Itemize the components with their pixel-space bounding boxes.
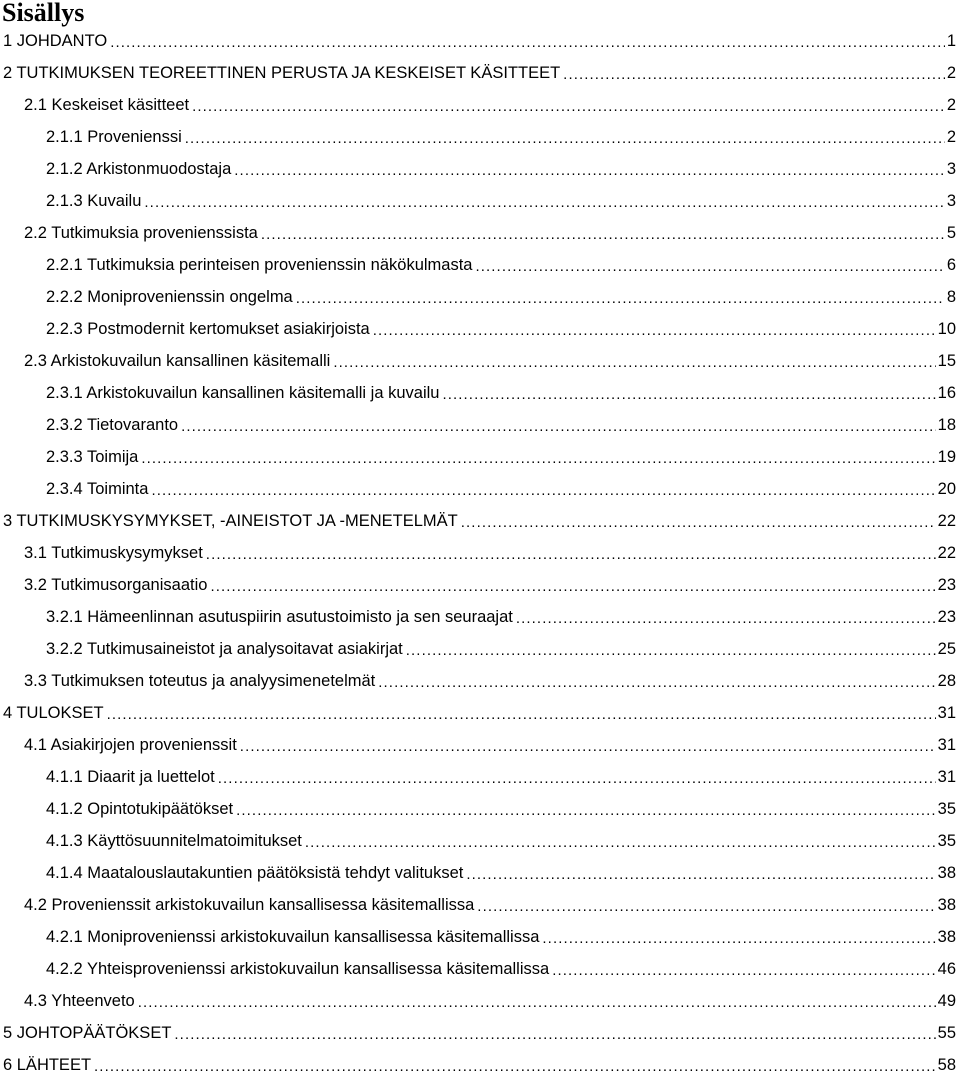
toc-entry-page-number: 23 [937,607,956,626]
toc-entry-label: 2.1.3 Kuvailu [46,191,142,210]
toc-entry-page-number: 38 [937,863,956,882]
table-of-contents [0,25,960,1081]
toc-entry-page-number: 19 [937,447,956,466]
toc-entry[interactable] [0,953,960,985]
toc-entry-label: 4 TULOKSET [3,703,104,722]
toc-entry[interactable] [0,25,960,57]
toc-entry[interactable] [0,633,960,665]
toc-entry-label: 4.2 Provenienssit arkistokuvailun kansallisessa käsitemallissa [24,895,475,914]
toc-dot-leader [477,896,935,914]
toc-dot-leader [94,1056,936,1074]
toc-entry[interactable] [0,601,960,633]
toc-entry-label: 4.2.2 Yhteisprovenienssi arkistokuvailun kansallisessa käsitemallissa [46,959,550,978]
toc-entry-page-number: 31 [937,703,956,722]
toc-entry-label: 2.2 Tutkimuksia provenienssista [24,223,258,242]
toc-dot-leader [461,512,936,530]
toc-entry-label: 2.1.1 Provenienssi [46,127,182,146]
toc-dot-leader [305,832,936,850]
toc-entry-page-number: 31 [937,735,956,754]
toc-entry[interactable] [0,921,960,953]
toc-dot-leader [141,448,935,466]
toc-entry[interactable] [0,345,960,377]
toc-dot-leader [442,384,935,402]
toc-entry-label: 4.1.4 Maatalouslautakuntien päätöksistä tehdyt valitukset [46,863,464,882]
toc-dot-leader [174,1024,935,1042]
toc-entry[interactable] [0,121,960,153]
toc-entry[interactable] [0,729,960,761]
toc-entry[interactable] [0,1049,960,1081]
toc-dot-leader [151,480,935,498]
toc-dot-leader [333,352,935,370]
toc-dot-leader [234,160,945,178]
toc-entry-label: 2.3.1 Arkistokuvailun kansallinen käsitemalli ja kuvailu [46,383,440,402]
toc-entry[interactable] [0,569,960,601]
toc-entry-page-number: 2 [946,95,956,114]
toc-entry-page-number: 5 [946,223,956,242]
toc-entry[interactable] [0,1017,960,1049]
toc-entry[interactable] [0,441,960,473]
toc-entry-page-number: 3 [946,159,956,178]
toc-entry-page-number: 28 [937,671,956,690]
toc-entry-label: 2.2.3 Postmodernit kertomukset asiakirjoista [46,319,370,338]
toc-entry[interactable] [0,185,960,217]
toc-entry[interactable] [0,697,960,729]
toc-entry[interactable] [0,249,960,281]
toc-entry-page-number: 2 [946,63,956,82]
toc-entry-page-number: 23 [937,575,956,594]
toc-entry-label: 4.1.3 Käyttösuunnitelmatoimitukset [46,831,302,850]
toc-dot-leader [475,256,944,274]
toc-dot-leader [516,608,936,626]
toc-entry-label: 4.3 Yhteenveto [24,991,135,1010]
toc-entry-page-number: 38 [937,927,956,946]
toc-entry-label: 2.1 Keskeiset käsitteet [24,95,190,114]
toc-entry[interactable] [0,889,960,921]
toc-entry[interactable] [0,377,960,409]
toc-entry-page-number: 22 [937,543,956,562]
toc-entry-label: 3.3 Tutkimuksen toteutus ja analyysimenetelmät [24,671,376,690]
toc-dot-leader [378,672,935,690]
toc-entry-label: 3.1 Tutkimuskysymykset [24,543,203,562]
toc-entry-page-number: 16 [937,383,956,402]
toc-entry[interactable] [0,793,960,825]
toc-dot-leader [144,192,944,210]
toc-entry-label: 4.2.1 Moniprovenienssi arkistokuvailun kansallisessa käsitemallissa [46,927,540,946]
toc-dot-leader [181,416,936,434]
toc-entry-label: 6 LÄHTEET [3,1055,92,1074]
toc-dot-leader [563,64,945,82]
toc-entry[interactable] [0,825,960,857]
toc-entry-page-number: 10 [937,319,956,338]
toc-dot-leader [218,768,936,786]
toc-dot-leader [542,928,935,946]
toc-entry-page-number: 3 [946,191,956,210]
toc-dot-leader [240,736,936,754]
toc-entry-label: 4.1.1 Diaarit ja luettelot [46,767,215,786]
toc-dot-leader [138,992,936,1010]
toc-entry-page-number: 18 [937,415,956,434]
toc-entry-page-number: 2 [946,127,956,146]
toc-dot-leader [110,32,945,50]
toc-entry-label: 2.3.4 Toiminta [46,479,149,498]
toc-entry[interactable] [0,473,960,505]
toc-entry[interactable] [0,537,960,569]
toc-dot-leader [261,224,945,242]
toc-entry-page-number: 38 [937,895,956,914]
toc-dot-leader [552,960,935,978]
toc-entry-page-number: 31 [937,767,956,786]
toc-entry-page-number: 8 [946,287,956,306]
toc-entry-page-number: 22 [937,511,956,530]
toc-entry-label: 2.1.2 Arkistonmuodostaja [46,159,232,178]
toc-entry-label: 5 JOHTOPÄÄTÖKSET [3,1023,172,1042]
toc-entry-page-number: 55 [937,1023,956,1042]
toc-dot-leader [296,288,945,306]
toc-entry-label: 2.3.2 Tietovaranto [46,415,179,434]
toc-entry[interactable] [0,857,960,889]
toc-entry[interactable] [0,281,960,313]
toc-dot-leader [107,704,936,722]
toc-entry-page-number: 6 [946,255,956,274]
toc-dot-leader [192,96,945,114]
toc-entry[interactable] [0,985,960,1017]
toc-entry[interactable] [0,57,960,89]
toc-entry-label: 2.2.1 Tutkimuksia perinteisen provenienssin näkökulmasta [46,255,473,274]
toc-entry[interactable] [0,313,960,345]
toc-entry[interactable] [0,217,960,249]
toc-entry-page-number: 49 [937,991,956,1010]
toc-entry-label: 3.2.2 Tutkimusaineistot ja analysoitavat asiakirjat [46,639,403,658]
toc-entry-label: 3.2 Tutkimusorganisaatio [24,575,208,594]
toc-entry-label: 1 JOHDANTO [3,31,108,50]
toc-entry-label: 3 TUTKIMUSKYSYMYKSET, -AINEISTOT JA -MENETELMÄT [3,511,458,530]
toc-dot-leader [206,544,936,562]
toc-entry-page-number: 35 [937,831,956,850]
toc-entry[interactable] [0,153,960,185]
toc-entry-page-number: 25 [937,639,956,658]
toc-dot-leader [236,800,936,818]
toc-entry[interactable] [0,665,960,697]
toc-entry[interactable] [0,761,960,793]
toc-entry-page-number: 15 [937,351,956,370]
toc-dot-leader [185,128,945,146]
toc-entry-page-number: 46 [937,959,956,978]
toc-entry[interactable] [0,505,960,537]
toc-entry-page-number: 35 [937,799,956,818]
toc-dot-leader [466,864,935,882]
toc-entry[interactable] [0,89,960,121]
toc-entry-label: 2.3.3 Toimija [46,447,139,466]
toc-entry-page-number: 1 [946,31,956,50]
page-title: Sisällys [2,0,85,27]
toc-entry-label: 4.1 Asiakirjojen provenienssit [24,735,237,754]
toc-entry-page-number: 20 [937,479,956,498]
toc-entry-label: 2 TUTKIMUKSEN TEOREETTINEN PERUSTA JA KESKEISET KÄSITTEET [3,63,561,82]
toc-entry[interactable] [0,409,960,441]
toc-entry-label: 3.2.1 Hämeenlinnan asutuspiirin asutustoimisto ja sen seuraajat [46,607,513,626]
toc-entry-label: 4.1.2 Opintotukipäätökset [46,799,234,818]
toc-entry-page-number: 58 [937,1055,956,1074]
toc-entry-label: 2.2.2 Moniprovenienssin ongelma [46,287,293,306]
toc-dot-leader [373,320,936,338]
toc-dot-leader [406,640,936,658]
toc-entry-label: 2.3 Arkistokuvailun kansallinen käsitemalli [24,351,331,370]
toc-dot-leader [210,576,935,594]
